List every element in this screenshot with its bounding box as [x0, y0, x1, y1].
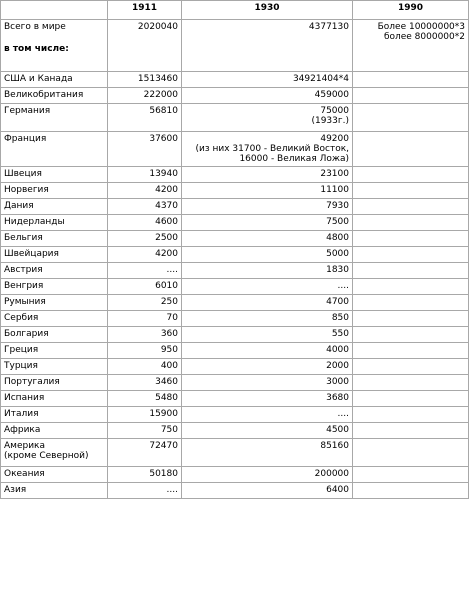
- country-name-cell: Америка (кроме Северной): [1, 439, 108, 467]
- value-1911-cell: 360: [108, 327, 182, 343]
- value-1990-cell: [353, 423, 469, 439]
- table-row: [1, 279, 469, 295]
- value-1990-cell: [353, 311, 469, 327]
- country-name-cell: Венгрия: [1, 279, 108, 295]
- value-1990-cell: [353, 295, 469, 311]
- header-year-1930: 1930: [182, 1, 353, 20]
- value-1911-cell: 15900: [108, 407, 182, 423]
- value-1911-cell: 950: [108, 343, 182, 359]
- value-1911-cell: 56810: [108, 104, 182, 132]
- world-total-1990-line2: более 8000000*2: [383, 32, 465, 42]
- table-row: [1, 132, 469, 167]
- country-name-cell: Испания: [1, 391, 108, 407]
- value-1911-cell: 4200: [108, 183, 182, 199]
- value-1911-cell: 13940: [108, 167, 182, 183]
- table-row: [1, 215, 469, 231]
- table-row: [1, 167, 469, 183]
- value-1930-cell: 4000: [182, 343, 353, 359]
- world-total-1990-cell: [353, 20, 469, 72]
- table-row: [1, 231, 469, 247]
- value-1990-cell: [353, 104, 469, 132]
- value-1930-cell: 7500: [182, 215, 353, 231]
- value-1990-cell: [353, 263, 469, 279]
- including-label: в том числе:: [4, 44, 69, 54]
- table-row: [1, 375, 469, 391]
- country-name-cell: Румыния: [1, 295, 108, 311]
- value-1930-cell: 11100: [182, 183, 353, 199]
- value-1930-cell: 23100: [182, 167, 353, 183]
- world-total-label: Всего в мире: [4, 22, 66, 32]
- value-1911-cell: 2500: [108, 231, 182, 247]
- value-1911-cell: 1513460: [108, 72, 182, 88]
- country-name-cell: Африка: [1, 423, 108, 439]
- table-row: [1, 72, 469, 88]
- value-1911-cell: 750: [108, 423, 182, 439]
- value-1911-cell: 50180: [108, 467, 182, 483]
- value-1990-cell: [353, 72, 469, 88]
- country-name-cell: Португалия: [1, 375, 108, 391]
- table-row: [1, 327, 469, 343]
- header-year-1911: 1911: [108, 1, 182, 20]
- value-1930-cell: 4700: [182, 295, 353, 311]
- table-row: [1, 483, 469, 499]
- value-1930-cell: 2000: [182, 359, 353, 375]
- table-row: [1, 439, 469, 467]
- value-1911-cell: ....: [108, 263, 182, 279]
- table-row: [1, 343, 469, 359]
- table-row: [1, 263, 469, 279]
- value-1990-cell: [353, 279, 469, 295]
- country-name-cell: Великобритания: [1, 88, 108, 104]
- value-1990-cell: [353, 183, 469, 199]
- value-1930-cell: 75000 (1933г.): [182, 104, 353, 132]
- country-name-cell: Азия: [1, 483, 108, 499]
- country-name-cell: Нидерланды: [1, 215, 108, 231]
- value-1911-cell: 4200: [108, 247, 182, 263]
- world-total-1930: 4377130: [182, 20, 353, 72]
- table-row: [1, 359, 469, 375]
- country-name-cell: Океания: [1, 467, 108, 483]
- country-name-cell: Швейцария: [1, 247, 108, 263]
- value-1990-cell: [353, 343, 469, 359]
- value-1911-cell: ....: [108, 483, 182, 499]
- table-row: [1, 104, 469, 132]
- country-name-cell: Норвегия: [1, 183, 108, 199]
- value-1990-cell: [353, 375, 469, 391]
- value-1911-cell: 5480: [108, 391, 182, 407]
- value-1990-cell: [353, 439, 469, 467]
- country-name-cell: США и Канада: [1, 72, 108, 88]
- header-blank-cell: [1, 1, 108, 20]
- world-total-1911: 2020040: [108, 20, 182, 72]
- value-1930-cell: 85160: [182, 439, 353, 467]
- value-1990-cell: [353, 199, 469, 215]
- value-1930-cell: 1830: [182, 263, 353, 279]
- value-1930-cell: 3680: [182, 391, 353, 407]
- table-row: [1, 311, 469, 327]
- table-row: [1, 467, 469, 483]
- value-1911-cell: 72470: [108, 439, 182, 467]
- value-1911-cell: 4600: [108, 215, 182, 231]
- value-1930-cell: 200000: [182, 467, 353, 483]
- country-name-cell: Дания: [1, 199, 108, 215]
- value-1930-cell: 850: [182, 311, 353, 327]
- country-name-cell: Австрия: [1, 263, 108, 279]
- country-name-cell: Германия: [1, 104, 108, 132]
- world-total-row: [1, 20, 469, 72]
- value-1911-cell: 250: [108, 295, 182, 311]
- country-name-cell: Швеция: [1, 167, 108, 183]
- value-1930-cell: ....: [182, 279, 353, 295]
- value-1930-cell: 4800: [182, 231, 353, 247]
- value-1990-cell: [353, 407, 469, 423]
- value-1930-cell: 7930: [182, 199, 353, 215]
- value-1990-cell: [353, 215, 469, 231]
- country-name-cell: Греция: [1, 343, 108, 359]
- value-1911-cell: 70: [108, 311, 182, 327]
- country-name-cell: Турция: [1, 359, 108, 375]
- value-1911-cell: 400: [108, 359, 182, 375]
- table-row: [1, 407, 469, 423]
- country-name-cell: Италия: [1, 407, 108, 423]
- country-name-cell: Сербия: [1, 311, 108, 327]
- value-1990-cell: [353, 359, 469, 375]
- value-1930-cell: 6400: [182, 483, 353, 499]
- value-1930-cell: 5000: [182, 247, 353, 263]
- value-1930-cell: ....: [182, 407, 353, 423]
- world-total-1990-line1: Более 10000000*3: [377, 22, 465, 32]
- table-row: [1, 183, 469, 199]
- table-row: [1, 423, 469, 439]
- table-row: [1, 295, 469, 311]
- value-1990-cell: [353, 391, 469, 407]
- value-1990-cell: [353, 231, 469, 247]
- value-1990-cell: [353, 167, 469, 183]
- country-name-cell: Бельгия: [1, 231, 108, 247]
- value-1911-cell: 222000: [108, 88, 182, 104]
- header-year-1990: 1990: [353, 1, 469, 20]
- value-1990-cell: [353, 327, 469, 343]
- table-row: [1, 247, 469, 263]
- value-1911-cell: 6010: [108, 279, 182, 295]
- value-1990-cell: [353, 247, 469, 263]
- value-1911-cell: 3460: [108, 375, 182, 391]
- world-total-label-cell: [1, 20, 108, 72]
- value-1990-cell: [353, 467, 469, 483]
- value-1911-cell: 4370: [108, 199, 182, 215]
- country-name-cell: Франция: [1, 132, 108, 167]
- value-1911-cell: 37600: [108, 132, 182, 167]
- value-1930-cell: 550: [182, 327, 353, 343]
- table-row: [1, 88, 469, 104]
- value-1930-cell: 34921404*4: [182, 72, 353, 88]
- value-1990-cell: [353, 132, 469, 167]
- value-1930-cell: 4500: [182, 423, 353, 439]
- header-row: [1, 1, 469, 20]
- value-1930-cell: 3000: [182, 375, 353, 391]
- value-1930-cell: 459000: [182, 88, 353, 104]
- value-1990-cell: [353, 88, 469, 104]
- value-1930-cell: 49200 (из них 31700 - Великий Восток, 16000 - Великая Ложа): [182, 132, 353, 167]
- table-row: [1, 391, 469, 407]
- table-row: [1, 199, 469, 215]
- value-1990-cell: [353, 483, 469, 499]
- country-name-cell: Болгария: [1, 327, 108, 343]
